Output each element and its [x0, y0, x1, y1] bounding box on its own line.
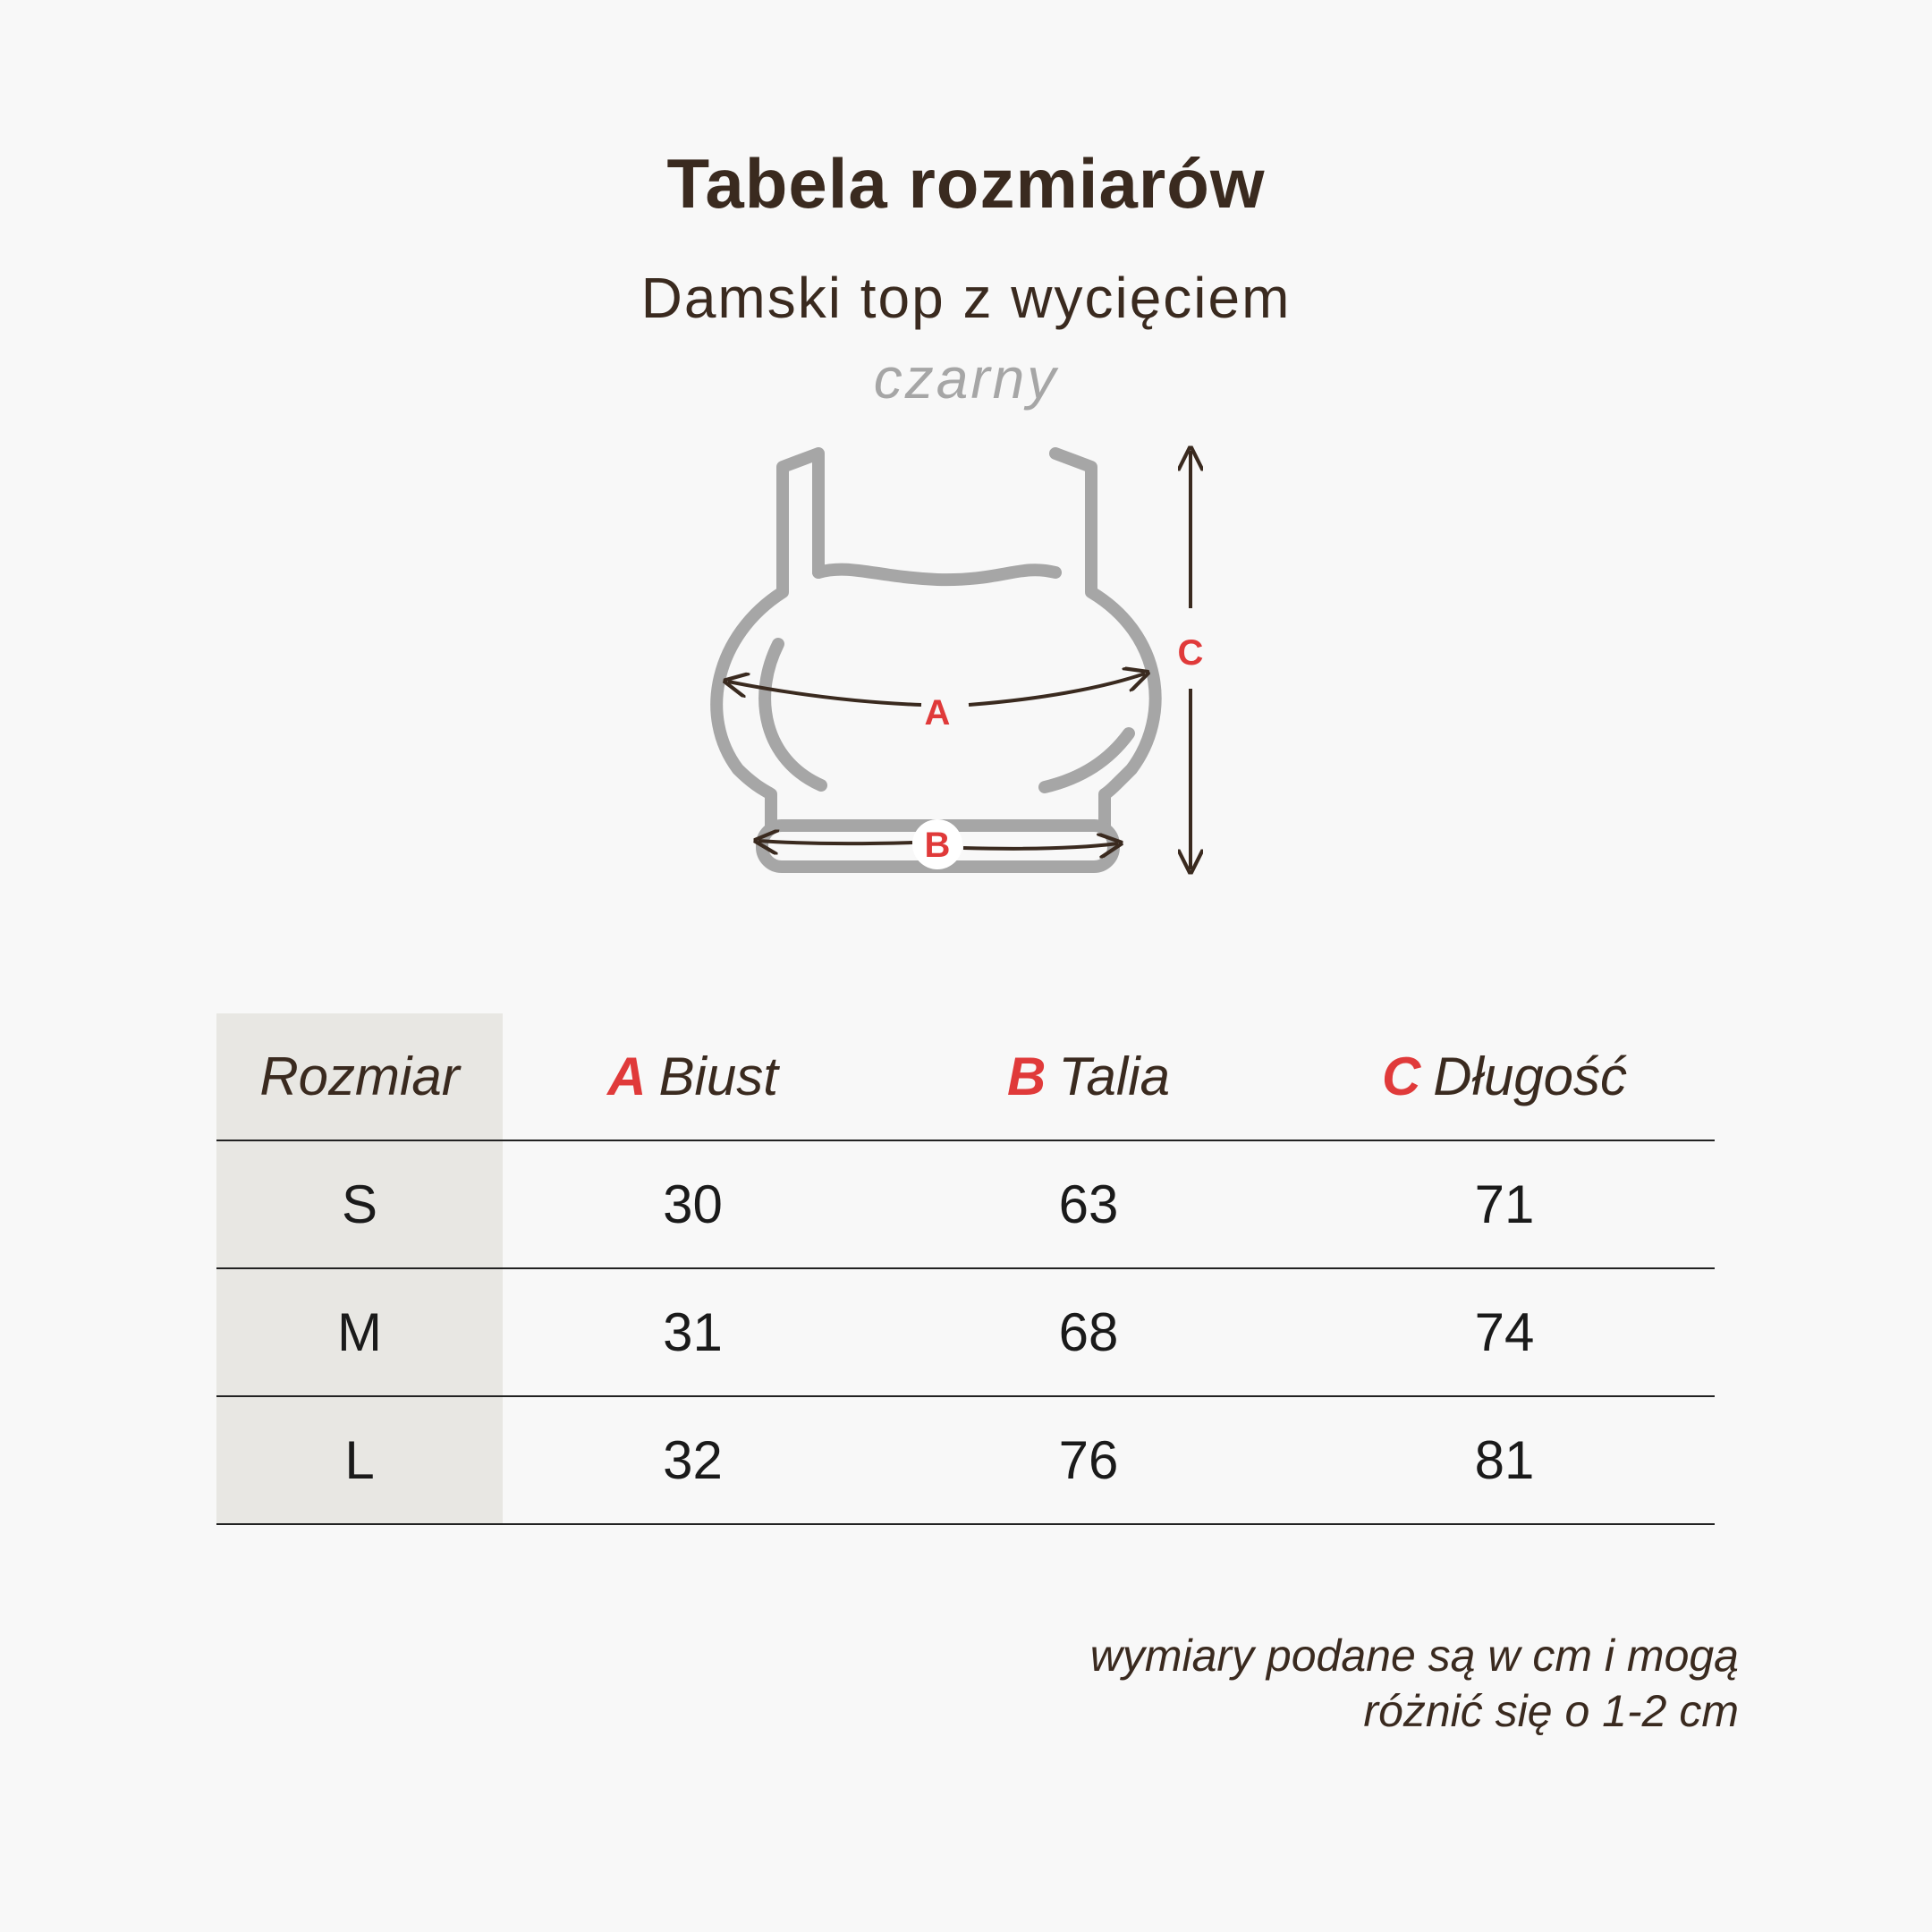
header-waist-label: Talia: [1058, 1046, 1170, 1106]
top-outline: [716, 453, 1155, 867]
header-size: Rozmiar: [216, 1013, 503, 1140]
length-cell: 74: [1474, 1302, 1535, 1362]
size-cell: M: [216, 1269, 503, 1395]
header-bust: [503, 1013, 883, 1140]
header-bust-label: Biust: [658, 1046, 778, 1106]
table-row: [216, 1269, 1715, 1397]
header-length-letter: C: [1381, 1046, 1421, 1106]
label-c: C: [1177, 633, 1204, 673]
note-line-2: różnić się o 1-2 cm: [1363, 1686, 1739, 1736]
waist-cell: 68: [1058, 1302, 1119, 1362]
bust-cell: 30: [663, 1174, 723, 1234]
length-cell: 71: [1474, 1174, 1535, 1234]
measurement-note: [1090, 1628, 1739, 1739]
header-length: [1294, 1013, 1715, 1140]
header-length-label: Długość: [1433, 1046, 1628, 1106]
product-color: czarny: [873, 346, 1059, 411]
garment-diagram: [0, 0, 1932, 894]
product-name: Damski top z wycięciem: [640, 266, 1292, 330]
header-bust-letter: A: [607, 1046, 647, 1106]
waist-cell: 63: [1058, 1174, 1119, 1234]
measure-lines: [728, 451, 1191, 869]
label-b: B: [924, 826, 951, 865]
waist-cell: 76: [1058, 1430, 1119, 1490]
table-row: [216, 1141, 1715, 1269]
note-line-1: wymiary podane są w cm i mogą: [1089, 1631, 1739, 1681]
size-table: [216, 1013, 1715, 1525]
header-waist: [883, 1013, 1294, 1140]
bust-cell: 31: [663, 1302, 723, 1362]
table-header-row: [216, 1013, 1715, 1141]
table-row: [216, 1397, 1715, 1525]
size-cell: S: [216, 1141, 503, 1267]
page-title: Tabela rozmiarów: [666, 144, 1266, 223]
label-a: A: [924, 693, 951, 733]
header-waist-letter: B: [1007, 1046, 1046, 1106]
length-cell: 81: [1474, 1430, 1535, 1490]
bust-cell: 32: [663, 1430, 723, 1490]
size-cell: L: [216, 1397, 503, 1523]
